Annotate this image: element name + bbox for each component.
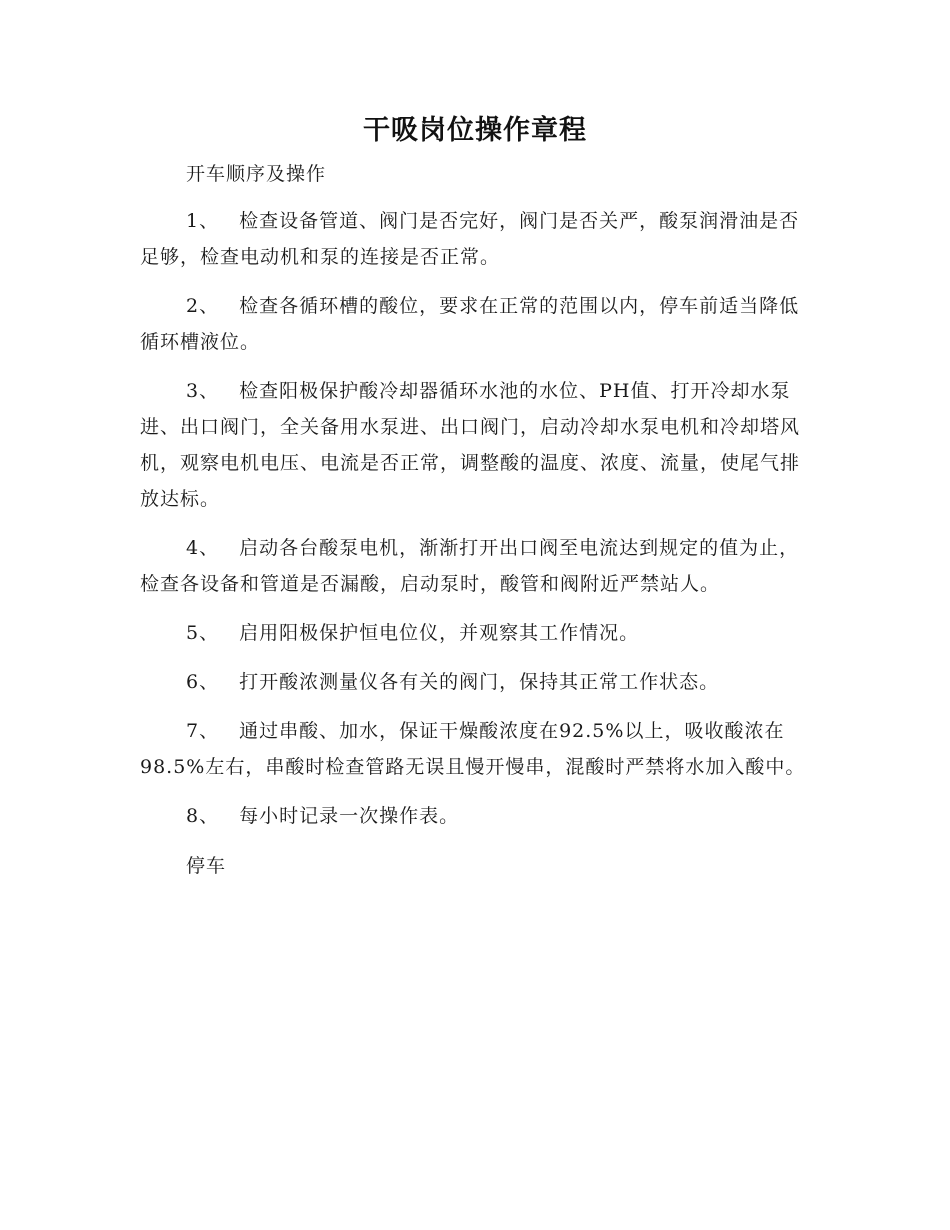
step-item [140, 664, 810, 700]
step-text: 检查阳极保护酸冷却器循环水池的水位、PH值、打开冷却水泵进、出口阀门，全关备用水泵进、出口阀门，启动冷却水泵电机和冷却塔风机，观察电机电压、电流是否正常，调整酸的温度、浓度、流量，使尾气排放达标。 [140, 380, 801, 510]
step-number: 1、 [186, 210, 220, 232]
step-number: 7、 [186, 720, 220, 742]
step-item [140, 798, 810, 834]
step-text: 通过串酸、加水，保证干燥酸浓度在92.5%以上，吸收酸浓在98.5%左右，串酸时检查管路无误且慢开慢串，混酸时严禁将水加入酸中。 [140, 720, 806, 778]
step-item [140, 373, 810, 517]
step-text: 检查各循环槽的酸位，要求在正常的范围以内，停车前适当降低循环槽液位。 [140, 295, 800, 353]
step-list [140, 203, 810, 834]
step-item [140, 203, 810, 275]
section-heading-start: 开车顺序及操作 [186, 163, 327, 185]
document-page [140, 108, 810, 882]
step-item [140, 288, 810, 360]
step-number: 8、 [186, 805, 220, 827]
step-text: 每小时记录一次操作表。 [239, 805, 460, 827]
document-title: 干吸岗位操作章程 [363, 115, 587, 146]
step-text: 检查设备管道、阀门是否完好，阀门是否关严，酸泵润滑油是否足够，检查电动机和泵的连接是否正常。 [140, 210, 800, 268]
step-text: 启动各台酸泵电机，渐渐打开出口阀至电流达到规定的值为止，检查各设备和管道是否漏酸，启动泵时，酸管和阀附近严禁站人。 [140, 537, 800, 595]
step-number: 5、 [186, 622, 220, 644]
step-number: 3、 [186, 380, 220, 402]
section-heading-stop: 停车 [186, 855, 227, 877]
step-text: 启用阳极保护恒电位仪，并观察其工作情况。 [239, 622, 640, 644]
step-item [140, 530, 810, 602]
step-number: 6、 [186, 671, 220, 693]
step-number: 4、 [186, 537, 220, 559]
step-number: 2、 [186, 295, 220, 317]
step-text: 打开酸浓测量仪各有关的阀门，保持其正常工作状态。 [239, 671, 720, 693]
step-item [140, 615, 810, 651]
step-item [140, 713, 810, 785]
